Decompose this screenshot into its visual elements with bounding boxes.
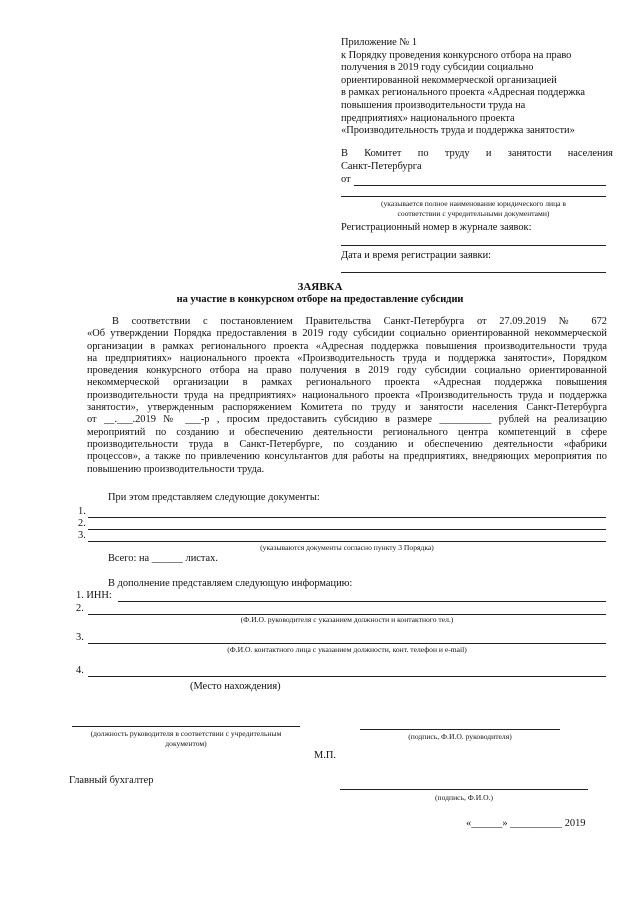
body-line: повышению производительности труда. — [87, 463, 265, 475]
signature-field[interactable] — [360, 729, 560, 730]
from-field[interactable] — [354, 185, 606, 186]
document-item-number: 2. — [78, 518, 86, 529]
org-hint — [341, 199, 606, 218]
addressee-word: по — [417, 148, 429, 159]
accountant-field[interactable] — [340, 789, 588, 790]
total-sheets-field[interactable]: ______ — [151, 553, 183, 564]
body-line: проведения конкурсного отбора на право получения в 2019 году субсидии социально ориентированной — [87, 365, 607, 377]
body-line: на предприятиях» национального проекта «Производительность труда и поддержка занятости», Порядком — [87, 352, 607, 364]
appendix-block — [341, 37, 585, 138]
body-line: производительности труда в Санкт-Петербурге, по созданию и обеспечению деятельности «фабрики — [87, 438, 607, 450]
inn-field[interactable] — [118, 601, 606, 602]
addressee-city: Санкт-Петербурга — [341, 161, 422, 172]
document-item-number: 3. — [78, 530, 86, 541]
appendix-line: в рамках регионального проекта «Адресная поддержка — [341, 87, 585, 99]
form-subtitle: на участие в конкурсном отборе на предоставление субсидии — [176, 294, 464, 305]
position-hint-line: (должность руководителя в соответствии с учредительным — [90, 729, 282, 738]
document-field-3[interactable] — [88, 541, 606, 542]
appendix-line: Приложение № 1 — [341, 37, 418, 48]
addressee-word: населения — [567, 148, 613, 159]
addressee-to — [341, 148, 613, 161]
from-field-2[interactable] — [341, 196, 606, 197]
addressee-word: и — [485, 148, 492, 159]
info-item-4: 4. — [76, 665, 84, 676]
body-line: занятости», утвержденным распоряжением Комитета по труду и занятости населения Санкт-Петербурга — [87, 402, 607, 414]
reg-date-label: Дата и время регистрации заявки: — [341, 250, 492, 261]
accountant-hint: (подпись, Ф.И.О.) — [435, 793, 493, 802]
org-hint-line: соответствии с учредительными документами) — [397, 208, 550, 218]
position-field[interactable] — [72, 726, 300, 727]
documents-hint: (указываются документы согласно пункту 3 Порядка) — [260, 543, 434, 552]
body-line: организации в рамках регионального проекта «Адресная поддержка повышения производительности труда — [87, 340, 607, 352]
body-paragraph — [87, 316, 607, 476]
contact-field[interactable] — [88, 643, 606, 644]
org-hint-line: (указывается полное наименование юридического лица в — [380, 199, 567, 208]
reg-date-field[interactable] — [341, 272, 606, 273]
contact-hint: (Ф.И.О. контактного лица с указанием должности, конт. телефон и e-mail) — [227, 645, 467, 654]
location-field[interactable] — [88, 676, 606, 677]
appendix-line: «Производительность труда и поддержка занятости» — [341, 125, 575, 137]
body-line: процессов», а также по привлечению консультантов для работы на предприятиях, внедряющих мероприятия по — [87, 451, 607, 463]
form-title: ЗАЯВКА — [297, 281, 343, 293]
document-field-1[interactable] — [88, 517, 606, 518]
stamp-label: М.П. — [314, 750, 336, 761]
appendix-line: предприятиях» национального проекта — [341, 112, 515, 124]
addressee-word: труду — [444, 148, 470, 159]
addressee-word: занятости — [507, 148, 552, 159]
signature-hint: (подпись, Ф.И.О. руководителя) — [408, 732, 512, 741]
total-prefix: Всего: на — [108, 553, 150, 564]
director-hint: (Ф.И.О. руководителя с указанием должности и контактного тел.) — [240, 615, 454, 624]
appendix-line: ориентированной некоммерческой организацией — [341, 74, 557, 86]
appendix-line: к Порядку проведения конкурсного отбора на право — [341, 49, 572, 61]
documents-total — [108, 553, 218, 566]
body-line: производительности труда на предприятиях» национального проекта «Производительность труда и поддержка — [87, 389, 607, 401]
date-field[interactable]: «______» __________ 2019 — [466, 818, 586, 829]
from-label: от — [341, 174, 351, 185]
reg-number-label: Регистрационный номер в журнале заявок: — [341, 222, 532, 233]
position-hint-line: документом) — [165, 738, 207, 748]
body-line: мероприятий по созданию и обеспечению деятельности регионального центра компетенций в сфере — [87, 426, 607, 438]
body-line: «Об утверждении Порядка предоставления в 2019 году субсидии социально ориентированной некоммерческой — [87, 328, 607, 340]
body-line: от __.___.2019 № ___-р , просим предоставить субсидию в размере __________ рублей на реализацию — [87, 414, 607, 426]
appendix-line: повышения производительности труда на — [341, 99, 526, 111]
info-item-3: 3. — [76, 632, 84, 643]
total-suffix: листах. — [185, 553, 218, 564]
addressee-word: В — [341, 148, 348, 159]
location-hint: (Место нахождения) — [190, 681, 281, 692]
inn-label: 1. ИНН: — [76, 590, 112, 601]
addressee-word: Комитет — [364, 148, 402, 159]
reg-number-field[interactable] — [341, 245, 606, 246]
body-line: В соответствии с постановлением Правительства Санкт-Петербурга от 27.09.2019 № 672 — [112, 316, 607, 327]
info-item-2: 2. — [76, 603, 84, 614]
document-item-number: 1. — [78, 506, 86, 517]
body-line: некоммерческой организации в рамках регионального проекта «Адресная поддержка повышения — [87, 377, 607, 389]
documents-intro: При этом представляем следующие документы: — [108, 492, 320, 503]
info-intro: В дополнение представляем следующую информацию: — [108, 578, 353, 589]
appendix-line: получения в 2019 году субсидии социально — [341, 62, 534, 74]
document-field-2[interactable] — [88, 529, 606, 530]
accountant-label: Главный бухгалтер — [69, 775, 154, 786]
position-hint — [60, 729, 312, 748]
